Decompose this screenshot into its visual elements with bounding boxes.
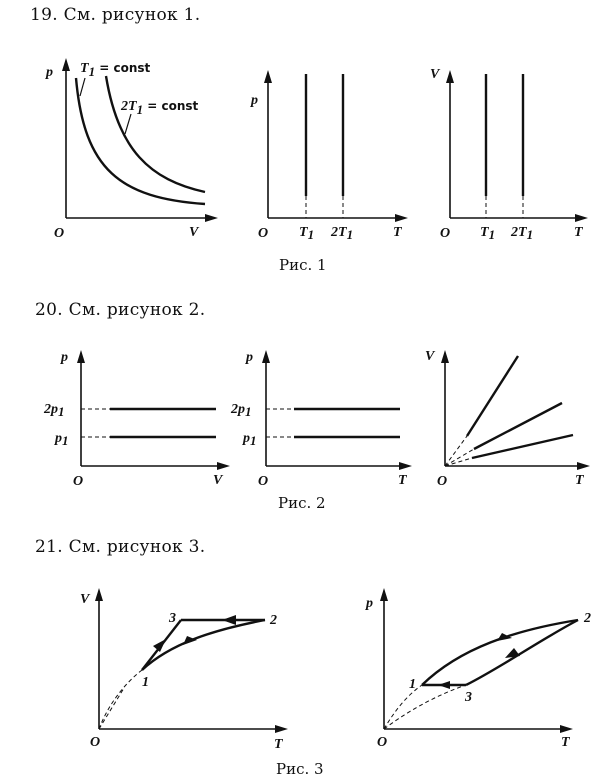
y-axis-label: V: [425, 349, 435, 364]
isotherm-t1-label: $T_1$ $^{= const}$: [80, 61, 151, 79]
isotherm-2t1: [106, 76, 205, 192]
dash-curve-to-1: [384, 685, 422, 729]
x-axis-arrow: [205, 214, 218, 222]
dash-curve-to-1: [99, 670, 142, 729]
x-axis-arrow: [560, 725, 573, 733]
tick-2t1: 2T1: [331, 225, 354, 242]
y-axis-label: p: [366, 596, 373, 611]
dash-line-to-1: [99, 688, 124, 729]
fig2-graph-vt: [425, 349, 590, 489]
leader-line-t1: [80, 78, 85, 96]
y-axis-label: V: [80, 592, 90, 607]
level-p1-label: p1: [55, 431, 69, 448]
leader-line-2t1: [125, 114, 131, 134]
x-axis-label: T: [398, 473, 407, 488]
y-axis-label: V: [430, 67, 440, 82]
figure-1-caption: Рис. 1: [279, 256, 327, 274]
tick-2t1: 2T1: [511, 225, 534, 242]
x-axis-label: V: [213, 473, 223, 488]
dash-ray-steep: [445, 436, 467, 466]
y-axis-arrow: [262, 350, 270, 363]
origin-label: O: [377, 735, 388, 750]
x-axis-label: T: [393, 225, 402, 240]
figure-2-caption: Рис. 2: [278, 494, 326, 512]
origin-label: O: [73, 474, 84, 489]
y-axis-label: p: [61, 350, 68, 365]
y-axis-label: p: [46, 65, 53, 80]
point-2-label: 2: [270, 613, 277, 628]
isotherm-2t1-label: $2T_1$ $^{= const}$: [121, 99, 199, 117]
y-axis-arrow: [77, 350, 85, 363]
x-axis-arrow: [217, 462, 230, 470]
isotherm-t1: [76, 78, 205, 204]
x-axis-arrow: [275, 725, 288, 733]
y-axis-arrow: [380, 588, 388, 601]
fig3-graph-pt: [365, 588, 591, 750]
figure-3-caption: Рис. 3: [276, 760, 324, 778]
isochore-steep: [467, 356, 518, 436]
y-axis-arrow: [62, 58, 70, 71]
process-2-3: [466, 620, 578, 685]
fig2-graph-pv: [43, 350, 230, 489]
arrow-2-3: [222, 615, 236, 625]
x-axis-label: T: [274, 737, 283, 752]
level-2p1-label: 2p1: [231, 402, 252, 419]
origin-label: O: [437, 474, 448, 489]
origin-label: O: [258, 226, 269, 241]
dash-curve-to-3: [384, 685, 466, 729]
x-axis-arrow: [575, 214, 588, 222]
point-1-label: 1: [142, 675, 149, 690]
origin-label: O: [440, 226, 451, 241]
x-axis-label: T: [574, 225, 583, 240]
fig1-graph-pt: [250, 70, 408, 242]
problem-19-heading: 19. См. рисунок 1.: [30, 5, 201, 25]
point-3-label: 3: [465, 690, 472, 705]
fig1-graph-pv: [45, 58, 218, 241]
x-axis-arrow: [577, 462, 590, 470]
point-3-label: 3: [169, 611, 176, 626]
dash-ray-flat: [445, 458, 472, 466]
y-axis-arrow: [95, 588, 103, 601]
level-2p1-label: 2p1: [44, 402, 65, 419]
tick-t1: T1: [480, 225, 496, 242]
level-p1-label: p1: [243, 431, 257, 448]
problem-20-heading: 20. См. рисунок 2.: [35, 300, 206, 320]
fig2-graph-pt: [230, 350, 412, 489]
fig3-graph-vt: [80, 588, 288, 752]
problem-21-heading: 21. См. рисунок 3.: [35, 537, 206, 557]
dash-ray-mid: [445, 449, 474, 466]
arrow-3-1: [438, 681, 450, 689]
x-axis-label: V: [189, 225, 199, 240]
origin-label: O: [258, 474, 269, 489]
x-axis-label: T: [575, 473, 584, 488]
x-axis-arrow: [395, 214, 408, 222]
fig1-graph-vt: [430, 67, 588, 242]
x-axis-label: T: [561, 735, 570, 750]
y-axis-arrow: [264, 70, 272, 83]
isochore-flat: [472, 435, 573, 458]
arrow-1-2: [497, 633, 512, 641]
y-axis-label: p: [251, 93, 258, 108]
point-1-label: 1: [409, 677, 416, 692]
point-2-label: 2: [584, 611, 591, 626]
arrow-1-2: [183, 636, 197, 645]
x-axis-arrow: [399, 462, 412, 470]
origin-label: O: [90, 735, 101, 750]
y-axis-arrow: [441, 350, 449, 363]
isochore-mid: [474, 403, 562, 449]
process-1-2: [422, 620, 578, 685]
y-axis-arrow: [446, 70, 454, 83]
y-axis-label: p: [246, 350, 253, 365]
tick-t1: T1: [299, 225, 315, 242]
arrow-3-1: [153, 639, 166, 652]
origin-label: O: [54, 226, 65, 241]
